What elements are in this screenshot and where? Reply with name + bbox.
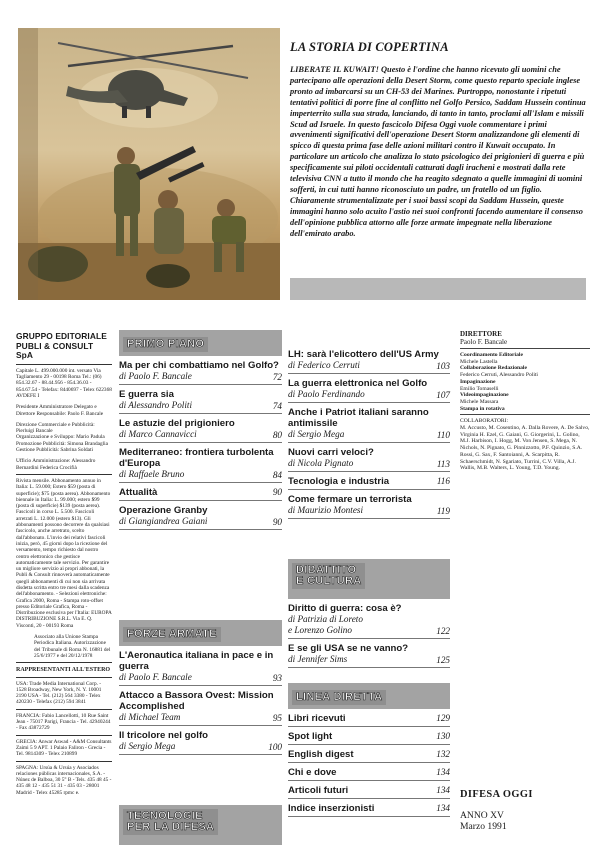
toc-entry-title: Chi e dove [288, 767, 337, 778]
toc-entry-page: 134 [436, 767, 450, 777]
section-primo-piano [119, 330, 282, 356]
video-label: Videoimpaginazione [460, 392, 509, 399]
toc-entry-page: 103 [436, 361, 450, 371]
toc-entry [288, 345, 450, 374]
collab-label: Collaborazione Redazionale [460, 365, 527, 372]
decorative-band [290, 278, 586, 300]
toc-entry-author: di Patrizia di Loreto e Lorenzo Golino [288, 614, 363, 635]
toc-entry [119, 356, 282, 385]
toc-entry-page: 90 [272, 517, 282, 527]
toc-entry-author: di Marco Cannavicci [119, 429, 197, 439]
toc-column-2-dibattito [288, 559, 450, 668]
toc-entry-page: 100 [268, 742, 282, 752]
toc-entry-author: di Nicola Pignato [288, 458, 354, 468]
rep-usa: USA: Trade Media International Corp. - 1528 Broadway, New York, N. Y. 10001 2190 USA - Tel. (212) 564 3380 - Telex 420230 - Telefax (212) 594 3841 [16, 680, 102, 706]
toc-entry [288, 374, 450, 403]
toc-entry-author: di Alessandro Politi [119, 400, 192, 410]
toc-entry-page: 84 [272, 470, 282, 480]
toc-entry-title: Libri ricevuti [288, 713, 346, 724]
toc-entry-page: 95 [272, 713, 282, 723]
toc-column-2-linea [288, 683, 450, 817]
divider [460, 348, 590, 349]
section-title: FORZE ARMATE [123, 627, 221, 642]
section-linea-diretta [288, 683, 450, 709]
section-title: DIBATTITO E CULTURA [292, 563, 365, 589]
toc-entry-author: di Giangiandrea Gaiani [119, 516, 208, 526]
toc-entry-title: Diritto di guerra: cosa è? [288, 603, 402, 614]
divider [16, 662, 112, 663]
toc-entry [119, 726, 282, 755]
toc-entry-title: Articoli futuri [288, 785, 349, 796]
toc-entry [288, 709, 450, 727]
toc-entry-title: Operazione Granby [119, 505, 208, 516]
toc-entry-title: Anche i Patriot italiani saranno antimissile [288, 407, 429, 429]
section-title: TECNOLOGIE PER LA DIFESA [123, 809, 218, 835]
toc-entry-author: di Sergio Mega [288, 429, 345, 439]
staff-box [460, 330, 590, 472]
toc-column-1-forze [119, 620, 282, 755]
collaborators-list: M. Accusto, M. Cosentino, A. Dalla Rovere, A. De Salvo, Virginia H. Ezel, G. Gaiani, G. Giorgerini, L. Golino, M.J. Harbison, I. Hogg, M. Von Jensen, S. Mega, N. Nichols, N. Pignato, G. Pinnizzotto, P.F. Quinzio, S.A. Rossi, G. Sax, F. Santoianni, A. Scarpitta, R. Schaerschmidt, N. Sgariato, Turrini, C.V. Villa, A.J. Wallis, M.B. Walters, L. Young, T.D. Young. [460, 425, 590, 472]
toc-entry [288, 745, 450, 763]
toc-entry-page: 74 [272, 401, 282, 411]
rep-spain: SPAGNA: Ursúa & Ursúa y Asociados relaciones públicas internacionales, S.A. - Núnez de Balboa, 30 5° B - Tels. 435 48 45 - 435 48 12 - 435 51 31 - 435 03 - 28001 Madrid - Telex 45285 rpmc e. [16, 764, 112, 796]
divider [16, 709, 112, 710]
toc-entry [288, 403, 450, 443]
toc-entry-author: di Paolo Ferdinando [288, 389, 365, 399]
publisher-name: GRUPPO EDITORIALE [16, 331, 107, 341]
toc-entry [288, 781, 450, 799]
publisher-president: Presidente Amministratore Delegato e Direttore Responsabile: Paolo F. Bancale [16, 404, 104, 417]
toc-entry-page: 132 [436, 749, 450, 759]
director-name: Paolo F. Bancale [460, 338, 508, 346]
toc-entry-author: di Michael Team [119, 712, 181, 722]
toc-entry-title: E se gli USA se ne vanno? [288, 643, 409, 654]
toc-entry-author: di Maurizio Montesi [288, 505, 364, 515]
toc-entry [119, 443, 282, 483]
director-label: DIRETTORE [460, 330, 502, 338]
issue-date: Marzo 1991 [460, 821, 507, 832]
impag-label: Impaginazione [460, 378, 496, 385]
toc-entry-title: La guerra elettronica nel Golfo [288, 378, 428, 389]
toc-entry [288, 727, 450, 745]
toc-entry-page: 129 [436, 713, 450, 723]
divider [16, 474, 112, 475]
toc-column-1 [119, 330, 282, 530]
toc-entry-title: Mediterraneo: frontiera turbolenta d'Europa [119, 447, 274, 469]
toc-entry [288, 763, 450, 781]
toc-entry-author: di Sergio Mega [119, 741, 176, 751]
toc-entry-title: LH: sarà l'elicottero dell'US Army [288, 349, 439, 360]
toc-entry-page: 113 [436, 459, 450, 469]
divider [16, 364, 112, 365]
print-label: Stampa in rotativa [460, 405, 505, 412]
publisher-admin: Ufficio Amministrazione: Alessandro Bernardini Federica Crocifià [16, 458, 96, 471]
publisher-association: Associato alla Unione Stampa Periodica Italiana. Autorizzazione del Tribunale di Roma N. 16881 del 25/6/1977 e del 20/12/1978 [34, 634, 111, 659]
publisher-promotion: Promozione Pubblicità: Simona Brandaglia [16, 440, 108, 447]
cover-story-title: LA STORIA DI COPERTINA [290, 40, 449, 54]
section-forze-armate [119, 620, 282, 646]
toc-entry-page: 122 [436, 626, 450, 636]
section-title: PRIMO PIANO [123, 337, 208, 352]
divider [16, 677, 112, 678]
toc-entry-page: 119 [436, 506, 450, 516]
toc-entry [288, 599, 450, 639]
toc-entry-title: Tecnologia e industria [288, 476, 390, 487]
coord-label: Coordinamento Editoriale [460, 352, 523, 358]
impag-name: Emilio Tomaselli [460, 385, 499, 392]
toc-entry-title: English digest [288, 749, 354, 760]
toc-entry-page: 116 [436, 476, 450, 486]
issue-year: ANNO XV [460, 810, 504, 821]
video-name: Michele Massara [460, 398, 499, 405]
toc-entry-author: di Paolo F. Bancale [119, 371, 192, 381]
section-dibattito [288, 559, 450, 599]
coord-name: Michele Lastella [460, 358, 498, 365]
section-title: LINEA DIRETTA [292, 690, 386, 705]
toc-entry [119, 686, 282, 726]
divider [16, 761, 112, 762]
toc-entry [288, 490, 450, 519]
toc-entry-author: di Federico Cerruti [288, 360, 360, 370]
toc-entry [288, 639, 450, 668]
cover-story [290, 40, 586, 240]
cover-story-body: LIBERATE IL KUWAIT! Questo è l'ordine che hanno ricevuto gli uomini che partecipano alle operazioni della Desert Storm, come questo reparto speciale inglese pronto ad imbarcarsi su un CH-53 dei Marines. Purtroppo, nonostante i ripetuti tentativi politici di porre fine al conflitto nel Golfo Persico, Saddam Hussein continua imperterrito sulla sua strada, lanciando, di tanto in tanto, proclami all'Islam e missili Scud ad Israele. In questo fascicolo Difesa Oggi vuole commentare i primi avvenimenti significativi dell'operazione Desert Storm analizzandone gli elementi di spicco di questa prima fase delle azioni militari contro il Kuwait occupato. In particolare un articolo che analizza lo stato psicologico dei prigionieri di guerra e più specificamente sui piloti occidentali catturati dagli iracheni e mostrati dalla rete televisiva CNN a tutto il mondo che ha reagito sdegnato a quelle immagini di uomini sofferti, in cui tutti hanno riconosciuto un padre, un fratello od un figlio. Chiaramente strumentalizzate per i suoi bassi scopi da Saddam Hussein, queste immagini hanno solo acuito l'astio nei suoi confronti facendo aumentare il consenso dell'opinione pubblica attorno alle forze armate impegnate nella liberazione dell'emirato arabo. [290, 65, 586, 238]
toc-entry [288, 799, 450, 817]
toc-entry [119, 385, 282, 414]
toc-entry-title: Indice inserzionisti [288, 803, 375, 814]
toc-entry-page: 125 [436, 655, 450, 665]
toc-entry [119, 414, 282, 443]
magazine-name: DIFESA OGGI [460, 789, 533, 800]
collaborators-label: COLLABORATORI: [460, 418, 509, 425]
toc-entry [119, 646, 282, 686]
toc-entry-page: 80 [272, 430, 282, 440]
toc-column-2 [288, 345, 450, 519]
toc-entry-title: Attualità [119, 487, 158, 498]
publisher-name-2: PUBLI & CONSULT SpA [16, 340, 94, 361]
toc-entry-page: 93 [272, 673, 282, 683]
toc-entry-page: 90 [272, 487, 282, 497]
toc-entry-title: Spot light [288, 731, 333, 742]
divider [16, 735, 112, 736]
toc-entry-page: 72 [272, 372, 282, 382]
divider [460, 414, 590, 415]
toc-entry-author: di Paolo F. Bancale [119, 672, 192, 682]
toc-entry-title: Le astuzie del prigioniero [119, 418, 235, 429]
toc-entry [119, 501, 282, 530]
publisher-info [16, 332, 112, 796]
toc-entry-page: 110 [436, 430, 450, 440]
toc-entry-title: Il tricolore nel golfo [119, 730, 209, 741]
rep-greece: GRECIA: Anwar Aswad - A&M Consultants Zaimi 5 9 APT. 1 Palaio Faliron - Grecia - Tel. 9814309 - Telex 210899 [16, 738, 112, 758]
toc-entry-title: L'Aeronautica italiana in pace e in guerra [119, 650, 274, 672]
toc-entry-title: E guerra sia [119, 389, 174, 400]
toc-entry-page: 107 [436, 390, 450, 400]
toc-entry [288, 472, 450, 490]
rep-france: FRANCIA: Fabio Lancellotti, 10 Rue Saint Jean - 75017 Parigi, Francia - Tel. 42940244 - Fax 43872729 [16, 712, 111, 732]
toc-entry-title: Come fermare un terrorista [288, 494, 412, 505]
cover-photo [18, 28, 280, 300]
toc-entry-author: di Raffaele Bruno [119, 469, 185, 479]
toc-entry-author: di Jennifer Sims [288, 654, 348, 664]
publisher-commercial: Direzione Commerciale e Pubblicità: Pierluigi Bancale [16, 421, 95, 435]
toc-entry-title: Nuovi carri veloci? [288, 447, 374, 458]
toc-entry-title: Attacco a Bassora Ovest: Mission Accomplished [119, 690, 274, 712]
reps-title: RAPPRESENTANTI ALL'ESTERO [16, 667, 111, 674]
publisher-capital: Capitale L. 499.000.000 int. versato Via Tagliamento 29 - 00198 Roma Tel.: (06) 854.32.67 - 88.44.956 - 854.36.03 - 854.67.54 - Telefax: 8440697 - Telex 622368 AVDEFE I [16, 367, 112, 399]
toc-entry-page: 134 [436, 803, 450, 813]
toc-entry-page: 130 [436, 731, 450, 741]
publisher-organization: Organizzazione e Sviluppo: Mario Padula [16, 434, 105, 441]
toc-entry [119, 483, 282, 501]
section-tecnologie [119, 805, 282, 845]
toc-column-1-tecnologie [119, 805, 282, 845]
publisher-subscription: Rivista mensile. Abbonamento annuo in Italia: L. 59.000; Estero $59 (posta di superficie); $75 (posta aerea). Abbonamento biennale in Italia: L. 99.000; estero $99 (posta di superficie) $139 (posta aerea). Fascicoli in corso L. 5.500. Fascicoli arretrati L. 12.000 (estero $13). Gli abbonamenti possono decorrere da qualsiasi fascicolo, anche arretrato, scelto dall'abbonato. L'invio dei relativi fascicoli inizia, però, 45 giorni dopo la ricezione del versamento, tempo richiesto dal nostro centro elettronico che gestisce automaticamente tale servizio. Per garantire un migliore servizio ai propri abbonati, la Publi & Consult rinnoverà automaticamente quegli abbonamenti di cui non sia arrivata disdetta scritta entro tre mesi dalla scadenza dell'abbonamento. - Selezioni elettroniche: Grafica 2000, Roma - Stampa roto-offset presso Editoriale Grafica, Roma - Distribuzione esclusiva per l'Italia: EUROPA DISTRIBUZIONE S.R.L. Via E. Q. Visconti, 20 - 00193 Roma [16, 477, 112, 629]
collab-names: Federico Cerruti, Alessandro Politi [460, 372, 538, 379]
issue-info [460, 789, 590, 832]
toc-entry-title: Ma per chi combattiamo nel Golfo? [119, 360, 279, 371]
toc-entry [288, 443, 450, 472]
toc-entry-page: 134 [436, 785, 450, 795]
publisher-management: Gestione Pubblicità: Sabrina Soldati [16, 447, 93, 454]
